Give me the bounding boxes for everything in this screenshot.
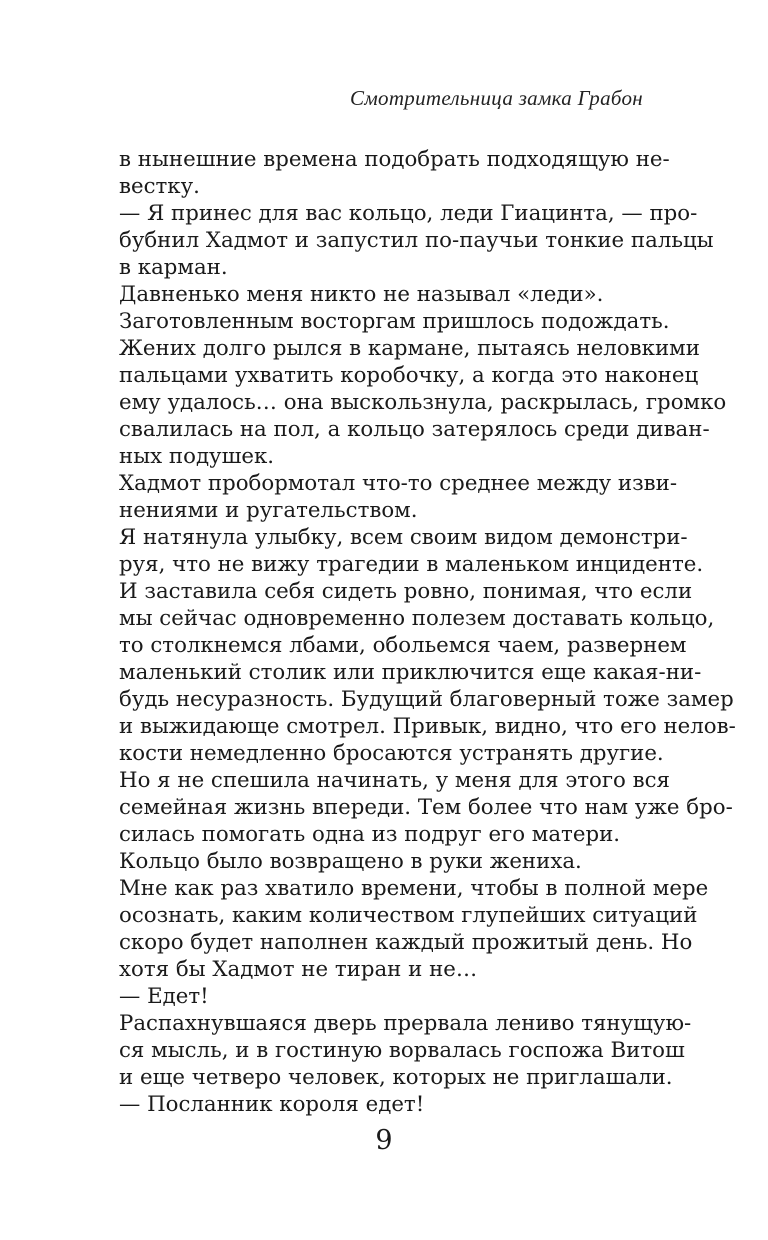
text-line: Давненько меня никто не называл «леди».	[119, 282, 604, 307]
body-text	[119, 146, 736, 1118]
page-number: 9	[375, 1125, 393, 1156]
text-line: бубнил Хадмот и запустил по-паучьи тонкие пальцы	[119, 228, 714, 253]
text-line: Но я не спешила начинать, у меня для этого вся	[119, 768, 670, 793]
text-line: хотя бы Хадмот не тиран и не…	[119, 957, 478, 982]
text-line: Заготовленным восторгам пришлось подождать.	[119, 309, 670, 334]
text-line: И заставила себя сидеть ровно, понимая, что если	[119, 579, 693, 604]
text-line: осознать, каким количеством глупейших ситуаций	[119, 903, 698, 928]
text-line: — Едет!	[119, 984, 209, 1009]
text-line: — Я принес для вас кольцо, леди Гиацинта, — про-	[119, 201, 698, 226]
text-line: ных подушек.	[119, 444, 275, 469]
text-line: силась помогать одна из подруг его матери.	[119, 822, 621, 847]
text-line: нениями и ругательством.	[119, 498, 418, 523]
running-head: Смотрительница замка Грабон	[350, 86, 643, 110]
text-line: Хадмот пробормотал что-то среднее между изви-	[119, 471, 678, 496]
text-line: в карман.	[119, 255, 228, 280]
text-line: Кольцо было возвращено в руки жениха.	[119, 849, 582, 874]
text-line: Жених долго рылся в кармане, пытаясь неловкими	[119, 336, 700, 361]
text-line: пальцами ухватить коробочку, а когда это наконец	[119, 363, 699, 388]
text-line: то столкнемся лбами, обольемся чаем, развернем	[119, 633, 687, 658]
text-line: — Посланник короля едет!	[119, 1092, 425, 1117]
text-line: и еще четверо человек, которых не приглашали.	[119, 1065, 673, 1090]
text-line: будь несуразность. Будущий благоверный тоже замер	[119, 687, 734, 712]
text-line: ся мысль, и в гостиную ворвалась госпожа Витош	[119, 1038, 685, 1063]
text-line: скоро будет наполнен каждый прожитый день. Но	[119, 930, 693, 955]
text-line: в нынешние времена подобрать подходящую не-	[119, 147, 670, 172]
text-line: ему удалось… она выскользнула, раскрылась, громко	[119, 390, 727, 415]
text-line: кости немедленно бросаются устранять другие.	[119, 741, 664, 766]
text-line: свалилась на пол, а кольцо затерялось среди диван-	[119, 417, 710, 442]
text-line: руя, что не вижу трагедии в маленьком инциденте.	[119, 552, 704, 577]
text-line: маленький столик или приключится еще какая-ни-	[119, 660, 702, 685]
text-line: семейная жизнь впереди. Тем более что нам уже бро-	[119, 795, 733, 820]
text-line: Я натянула улыбку, всем своим видом демонстри-	[119, 525, 688, 550]
text-line: вестку.	[119, 174, 200, 199]
text-line: мы сейчас одновременно полезем доставать кольцо,	[119, 606, 715, 631]
text-line: Мне как раз хватило времени, чтобы в полной мере	[119, 876, 709, 901]
text-line: Распахнувшаяся дверь прервала лениво тянущую-	[119, 1011, 692, 1036]
text-line: и выжидающе смотрел. Привык, видно, что его нелов-	[119, 714, 736, 739]
